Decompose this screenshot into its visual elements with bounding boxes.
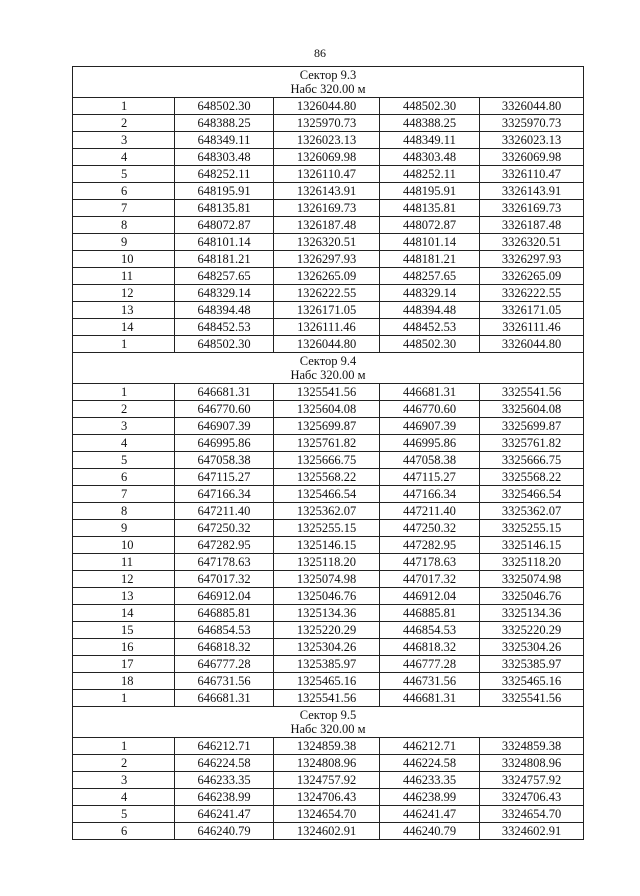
coordinate-cell: 3326110.47 [480,166,584,183]
coordinate-cell: 1324602.91 [274,823,380,840]
point-number-cell: 1 [73,98,175,115]
coordinate-cell: 1326320.51 [274,234,380,251]
table-row [73,183,584,200]
coordinate-cell: 448452.53 [380,319,480,336]
coordinate-cell: 446681.31 [380,690,480,707]
coordinate-cell: 1324757.92 [274,772,380,789]
coordinate-cell: 446907.39 [380,418,480,435]
coordinate-cell: 648502.30 [175,98,274,115]
coordinate-cell: 1326111.46 [274,319,380,336]
table-row [73,285,584,302]
coordinate-cell: 448181.21 [380,251,480,268]
point-number-cell: 6 [73,469,175,486]
coordinate-cell: 448394.48 [380,302,480,319]
coordinate-cell: 648388.25 [175,115,274,132]
coordinate-cell: 447250.32 [380,520,480,537]
point-number-cell: 13 [73,588,175,605]
coordinate-cell: 447166.34 [380,486,480,503]
coordinate-cell: 647017.32 [175,571,274,588]
point-number-cell: 3 [73,132,175,149]
point-number-cell: 6 [73,183,175,200]
coordinate-cell: 3326297.93 [480,251,584,268]
coordinate-cell: 446212.71 [380,738,480,755]
coordinate-cell: 448195.91 [380,183,480,200]
coordinate-cell: 648394.48 [175,302,274,319]
table-row [73,772,584,789]
point-number-cell: 17 [73,656,175,673]
coordinate-cell: 646818.32 [175,639,274,656]
coordinate-cell: 647282.95 [175,537,274,554]
table-row [73,486,584,503]
coordinate-cell: 646885.81 [175,605,274,622]
coordinate-cell: 447282.95 [380,537,480,554]
sector-height: Набс 320.00 м [290,722,366,736]
point-number-cell: 5 [73,166,175,183]
sector-title: Сектор 9.4 [299,354,357,368]
coordinate-cell: 3324654.70 [480,806,584,823]
coordinate-cell: 1325134.36 [274,605,380,622]
sector-header-cell [73,67,584,98]
coordinate-cell: 3325604.08 [480,401,584,418]
point-number-cell: 8 [73,503,175,520]
coordinate-cell: 3325466.54 [480,486,584,503]
coordinate-cell: 1325970.73 [274,115,380,132]
coordinate-cell: 1326171.05 [274,302,380,319]
coordinate-cell: 448135.81 [380,200,480,217]
table-row [73,401,584,418]
coordinate-cell: 3325465.16 [480,673,584,690]
coordinate-cell: 3325255.15 [480,520,584,537]
coordinate-cell: 646681.31 [175,384,274,401]
coordinate-cell: 3326023.13 [480,132,584,149]
coordinate-cell: 3324859.38 [480,738,584,755]
coordinate-cell: 646770.60 [175,401,274,418]
point-number-cell: 18 [73,673,175,690]
coordinate-cell: 447115.27 [380,469,480,486]
sector-header-row [73,353,584,384]
sector-height: Набс 320.00 м [290,82,366,96]
table-row [73,554,584,571]
coordinate-cell: 3325568.22 [480,469,584,486]
coordinate-cell: 446885.81 [380,605,480,622]
coordinate-cell: 447211.40 [380,503,480,520]
coordinate-cell: 3325541.56 [480,384,584,401]
point-number-cell: 5 [73,452,175,469]
point-number-cell: 2 [73,115,175,132]
coordinate-cell: 446731.56 [380,673,480,690]
point-number-cell: 9 [73,234,175,251]
coordinate-cell: 646240.79 [175,823,274,840]
table-row [73,435,584,452]
coordinate-cell: 1326222.55 [274,285,380,302]
coordinate-cell: 3326044.80 [480,336,584,353]
coordinate-cell: 1326069.98 [274,149,380,166]
coordinate-cell: 1326044.80 [274,98,380,115]
coordinate-cell: 447058.38 [380,452,480,469]
coordinate-cell: 446818.32 [380,639,480,656]
coordinate-cell: 1325304.26 [274,639,380,656]
coordinate-cell: 1324706.43 [274,789,380,806]
table-row [73,251,584,268]
sector-title: Сектор 9.5 [299,708,357,722]
table-row [73,115,584,132]
coordinate-cell: 646731.56 [175,673,274,690]
coordinate-cell: 648072.87 [175,217,274,234]
coordinate-cell: 447178.63 [380,554,480,571]
table-row [73,418,584,435]
coordinate-cell: 3326222.55 [480,285,584,302]
sector-header-row [73,67,584,98]
table-row [73,336,584,353]
coordinate-cell: 448101.14 [380,234,480,251]
coordinate-cell: 1326110.47 [274,166,380,183]
coordinate-cell: 446238.99 [380,789,480,806]
table-row [73,806,584,823]
table-row [73,673,584,690]
point-number-cell: 1 [73,738,175,755]
coordinate-cell: 3325074.98 [480,571,584,588]
point-number-cell: 10 [73,537,175,554]
coordinate-cell: 446912.04 [380,588,480,605]
sector-header-cell [73,707,584,738]
point-number-cell: 14 [73,319,175,336]
point-number-cell: 6 [73,823,175,840]
point-number-cell: 1 [73,690,175,707]
table-row [73,755,584,772]
point-number-cell: 7 [73,200,175,217]
coordinate-cell: 3325118.20 [480,554,584,571]
table-row [73,823,584,840]
coordinate-cell: 1325220.29 [274,622,380,639]
coordinate-cell: 1326023.13 [274,132,380,149]
point-number-cell: 14 [73,605,175,622]
coordinate-cell: 446240.79 [380,823,480,840]
coordinate-cell: 648135.81 [175,200,274,217]
coordinate-cell: 1325568.22 [274,469,380,486]
table-row [73,622,584,639]
coordinate-cell: 447017.32 [380,571,480,588]
sector-header-row [73,707,584,738]
coordinate-cell: 3325761.82 [480,435,584,452]
coordinate-cell: 3326265.09 [480,268,584,285]
coordinate-cell: 646912.04 [175,588,274,605]
coordinate-cell: 446770.60 [380,401,480,418]
coordinate-cell: 448072.87 [380,217,480,234]
table-row [73,98,584,115]
coordinate-cell: 3326044.80 [480,98,584,115]
coordinate-cell: 646995.86 [175,435,274,452]
coordinate-cell: 3325666.75 [480,452,584,469]
coordinate-cell: 647178.63 [175,554,274,571]
coordinate-cell: 3325362.07 [480,503,584,520]
table-row [73,588,584,605]
table-row [73,166,584,183]
point-number-cell: 3 [73,418,175,435]
coordinate-cell: 446233.35 [380,772,480,789]
coordinate-cell: 1325465.16 [274,673,380,690]
coordinate-cell: 1325761.82 [274,435,380,452]
table-row [73,132,584,149]
coordinate-cell: 3326171.05 [480,302,584,319]
coordinate-cell: 446681.31 [380,384,480,401]
point-number-cell: 11 [73,554,175,571]
point-number-cell: 2 [73,401,175,418]
coordinate-cell: 3325385.97 [480,656,584,673]
table-row [73,690,584,707]
coordinate-cell: 647211.40 [175,503,274,520]
coordinate-cell: 1324808.96 [274,755,380,772]
coordinate-cell: 446224.58 [380,755,480,772]
table-row [73,656,584,673]
coordinate-cell: 1326169.73 [274,200,380,217]
coordinate-cell: 3326143.91 [480,183,584,200]
table-row [73,738,584,755]
coordinate-cell: 448329.14 [380,285,480,302]
coordinate-cell: 1324859.38 [274,738,380,755]
point-number-cell: 4 [73,149,175,166]
coordinate-cell: 648329.14 [175,285,274,302]
point-number-cell: 2 [73,755,175,772]
coordinate-cell: 646854.53 [175,622,274,639]
coordinate-cell: 3326187.48 [480,217,584,234]
coordinate-cell: 3325146.15 [480,537,584,554]
coordinate-cell: 1325466.54 [274,486,380,503]
coordinates-table [72,66,584,840]
point-number-cell: 8 [73,217,175,234]
table-row [73,520,584,537]
coordinate-cell: 648257.65 [175,268,274,285]
point-number-cell: 10 [73,251,175,268]
sector-title: Сектор 9.3 [299,68,357,82]
coordinate-cell: 647058.38 [175,452,274,469]
point-number-cell: 7 [73,486,175,503]
coordinate-cell: 648181.21 [175,251,274,268]
coordinate-cell: 3325699.87 [480,418,584,435]
coordinate-cell: 3326111.46 [480,319,584,336]
coordinate-cell: 3326069.98 [480,149,584,166]
coordinate-cell: 646212.71 [175,738,274,755]
coordinate-cell: 1326187.48 [274,217,380,234]
point-number-cell: 1 [73,384,175,401]
point-number-cell: 13 [73,302,175,319]
coordinate-cell: 648452.53 [175,319,274,336]
sector-height: Набс 320.00 м [290,368,366,382]
coordinate-cell: 3325134.36 [480,605,584,622]
coordinate-cell: 3324706.43 [480,789,584,806]
coordinate-cell: 648252.11 [175,166,274,183]
coordinate-cell: 1325074.98 [274,571,380,588]
coordinate-cell: 1325699.87 [274,418,380,435]
table-row [73,537,584,554]
table-row [73,200,584,217]
coordinate-cell: 448388.25 [380,115,480,132]
coordinate-cell: 448349.11 [380,132,480,149]
coordinate-cell: 3325046.76 [480,588,584,605]
table-row [73,217,584,234]
point-number-cell: 15 [73,622,175,639]
coordinate-cell: 648349.11 [175,132,274,149]
coordinate-cell: 446241.47 [380,806,480,823]
coordinate-cell: 1325541.56 [274,690,380,707]
coordinate-cell: 446777.28 [380,656,480,673]
table-row [73,384,584,401]
coordinate-cell: 646907.39 [175,418,274,435]
point-number-cell: 12 [73,571,175,588]
coordinate-cell: 1325362.07 [274,503,380,520]
sector-header-cell [73,353,584,384]
coordinate-cell: 646241.47 [175,806,274,823]
point-number-cell: 9 [73,520,175,537]
coordinate-cell: 3324602.91 [480,823,584,840]
coordinate-cell: 448502.30 [380,336,480,353]
coordinate-cell: 647250.32 [175,520,274,537]
coordinate-cell: 1326044.80 [274,336,380,353]
coordinate-cell: 1326297.93 [274,251,380,268]
coordinate-cell: 1326265.09 [274,268,380,285]
coordinate-cell: 648101.14 [175,234,274,251]
table-row [73,503,584,520]
table-row [73,571,584,588]
table-row [73,605,584,622]
table-row [73,469,584,486]
point-number-cell: 4 [73,789,175,806]
coordinate-cell: 3324808.96 [480,755,584,772]
coordinate-cell: 1325118.20 [274,554,380,571]
table-row [73,268,584,285]
coordinate-cell: 648303.48 [175,149,274,166]
coordinate-cell: 3325304.26 [480,639,584,656]
coordinate-cell: 647166.34 [175,486,274,503]
point-number-cell: 3 [73,772,175,789]
table-row [73,302,584,319]
coordinate-cell: 1325541.56 [274,384,380,401]
point-number-cell: 12 [73,285,175,302]
coordinate-cell: 1324654.70 [274,806,380,823]
coordinate-cell: 1325146.15 [274,537,380,554]
table-row [73,319,584,336]
coordinate-cell: 646233.35 [175,772,274,789]
coordinate-cell: 3326169.73 [480,200,584,217]
coordinate-cell: 648195.91 [175,183,274,200]
coordinate-cell: 446854.53 [380,622,480,639]
coordinate-cell: 448303.48 [380,149,480,166]
coordinate-cell: 3325541.56 [480,690,584,707]
coordinate-cell: 647115.27 [175,469,274,486]
coordinate-cell: 1325385.97 [274,656,380,673]
coordinate-cell: 646224.58 [175,755,274,772]
coordinate-cell: 1325604.08 [274,401,380,418]
point-number-cell: 5 [73,806,175,823]
coordinate-cell: 1326143.91 [274,183,380,200]
page-number: 86 [314,46,326,60]
point-number-cell: 11 [73,268,175,285]
coordinate-cell: 646238.99 [175,789,274,806]
table-row [73,149,584,166]
table-row [73,234,584,251]
coordinate-cell: 1325666.75 [274,452,380,469]
table-row [73,452,584,469]
coordinate-cell: 3324757.92 [480,772,584,789]
coordinate-cell: 646777.28 [175,656,274,673]
coordinate-cell: 1325046.76 [274,588,380,605]
coordinate-cell: 3325220.29 [480,622,584,639]
coordinate-cell: 1325255.15 [274,520,380,537]
table-row [73,789,584,806]
coordinate-cell: 446995.86 [380,435,480,452]
point-number-cell: 4 [73,435,175,452]
coordinate-cell: 448257.65 [380,268,480,285]
coordinate-cell: 3326320.51 [480,234,584,251]
coordinate-cell: 448252.11 [380,166,480,183]
point-number-cell: 16 [73,639,175,656]
coordinate-cell: 648502.30 [175,336,274,353]
point-number-cell: 1 [73,336,175,353]
coordinate-cell: 3325970.73 [480,115,584,132]
coordinate-cell: 646681.31 [175,690,274,707]
coordinate-cell: 448502.30 [380,98,480,115]
table-row [73,639,584,656]
coordinates-table-body [73,67,584,840]
